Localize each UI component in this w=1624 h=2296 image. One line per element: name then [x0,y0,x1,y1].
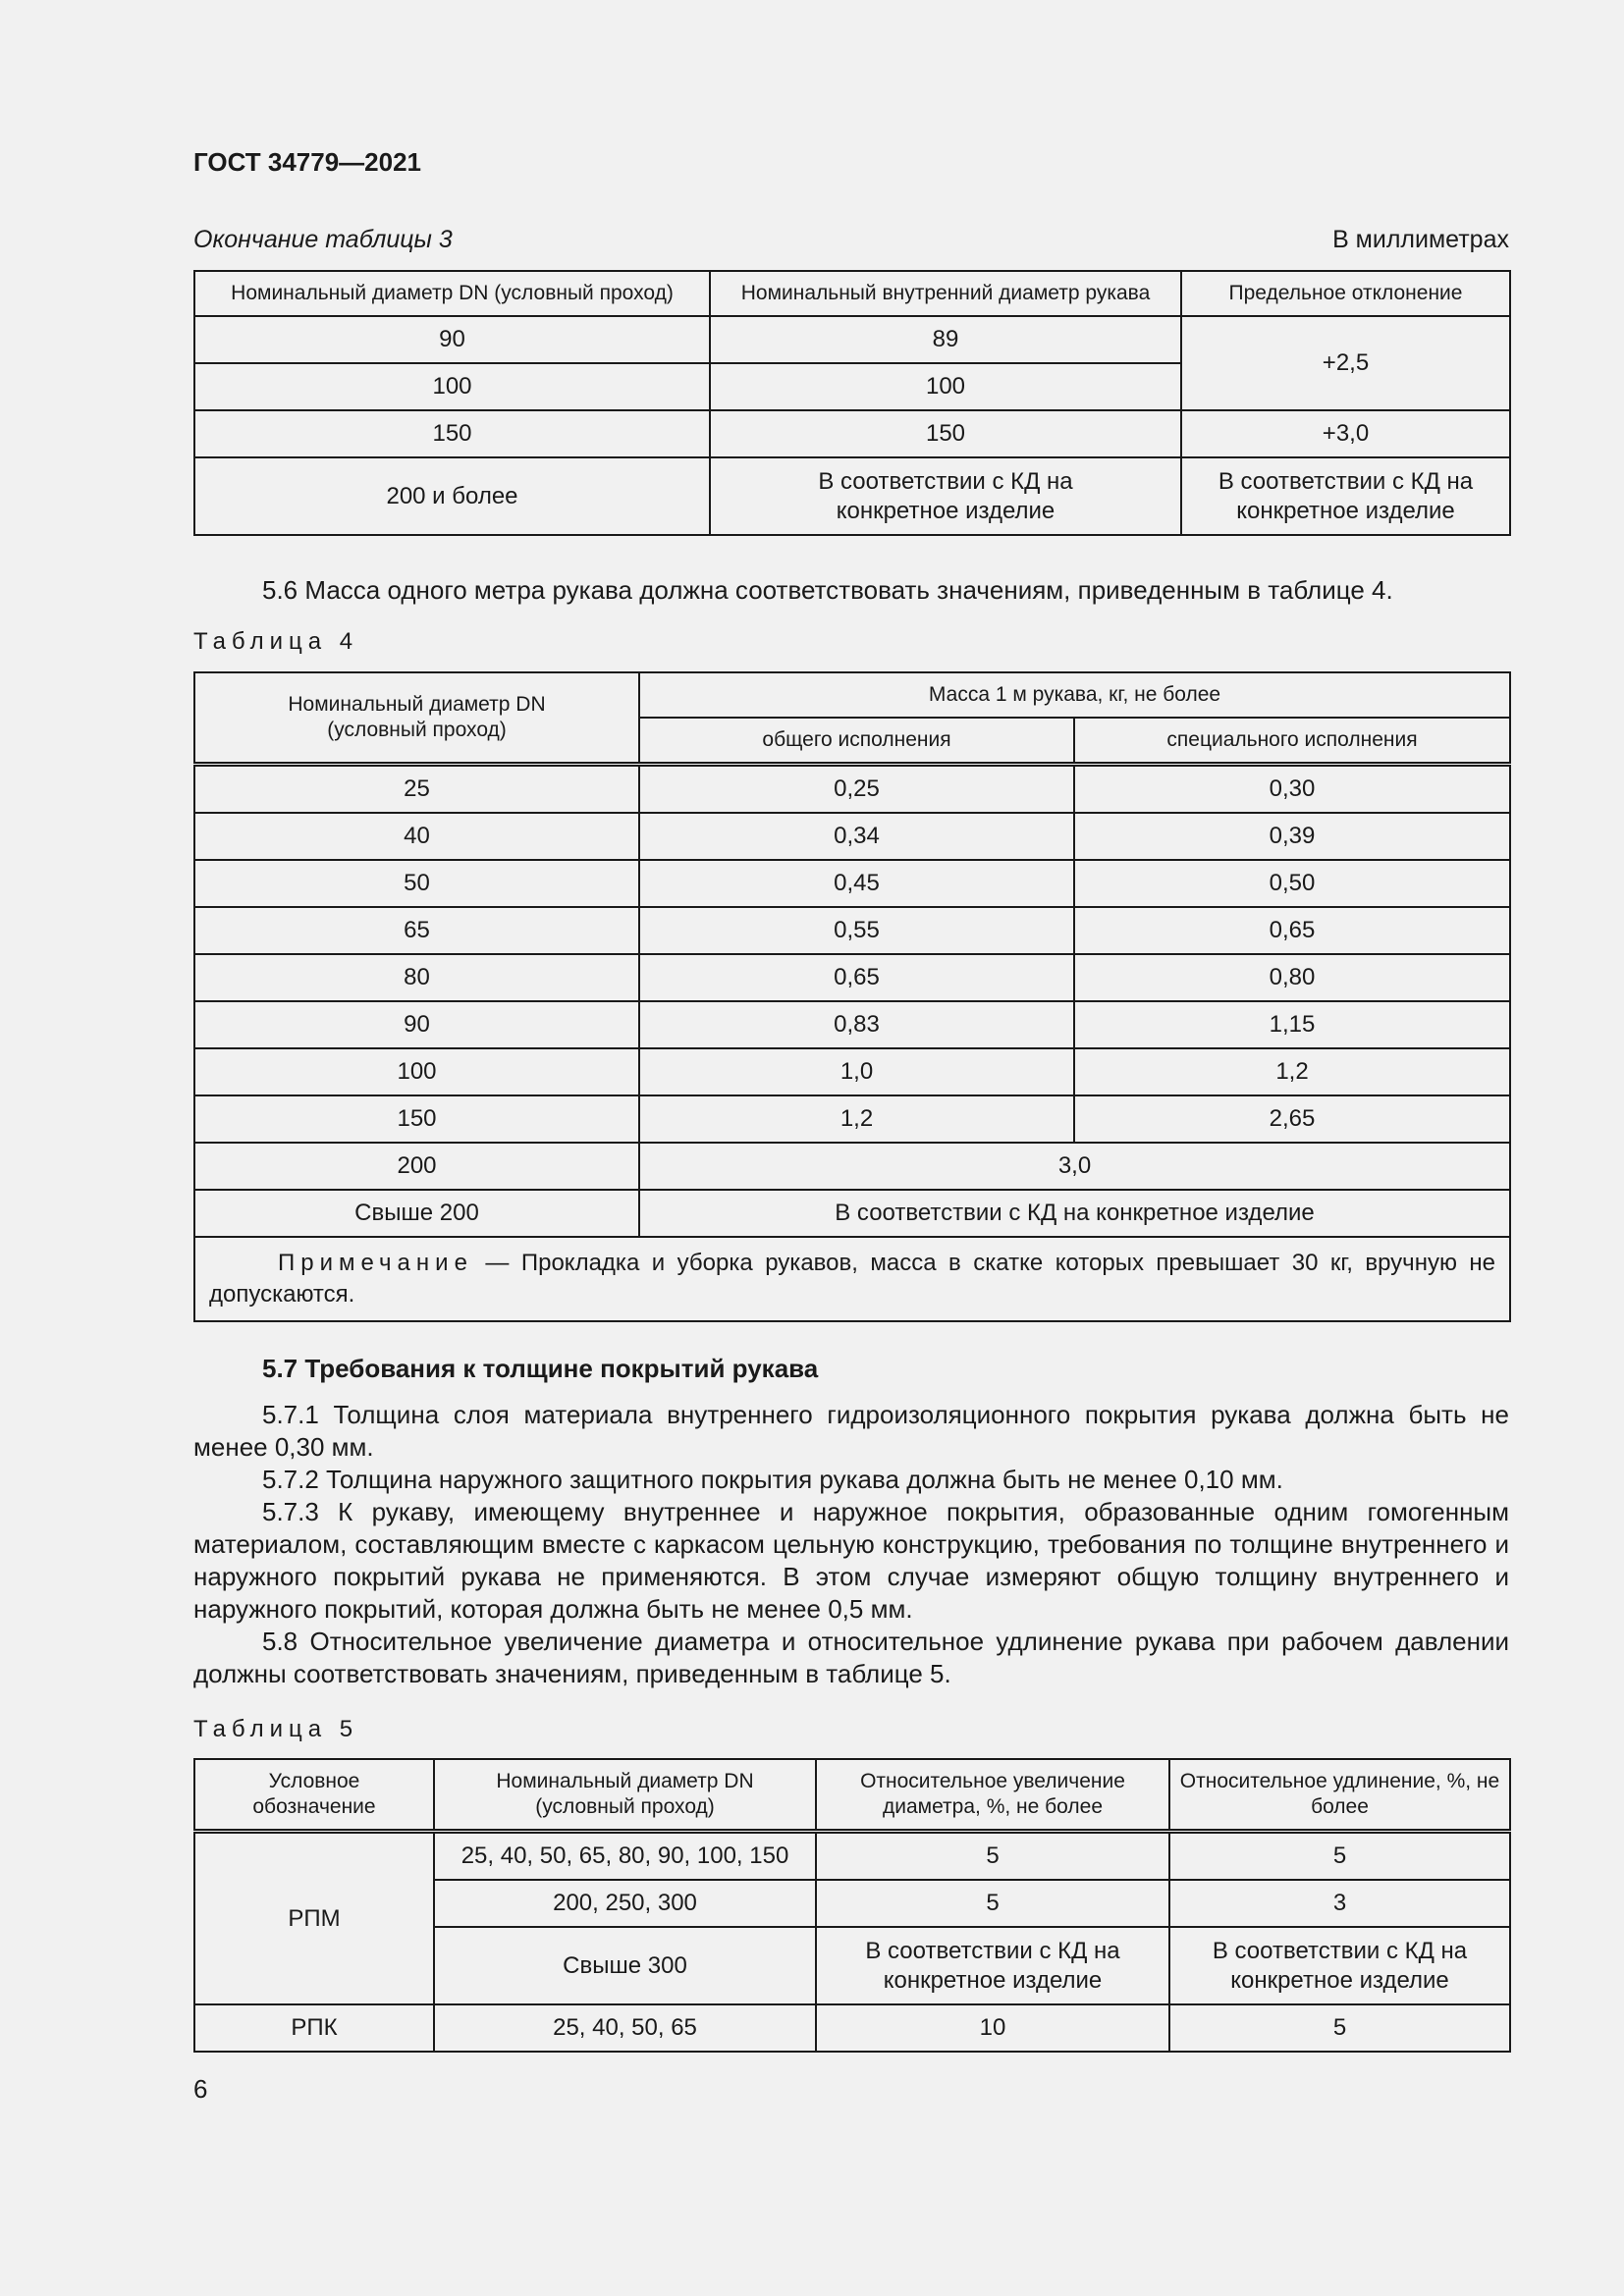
table-header-cell: Номинальный диаметр DN (условный проход) [194,672,639,765]
table-cell: 1,2 [639,1095,1074,1143]
table-cell: 5 [816,1880,1169,1927]
table-cell: 100 [194,1048,639,1095]
table-cell: 150 [194,410,710,457]
table-row [194,765,1510,814]
table-row [194,1832,1510,1881]
table-row [194,457,1510,535]
table-4 [193,671,1511,1322]
table-cell: 3,0 [639,1143,1510,1190]
table3-continuation: Окончание таблицы 3 [193,226,453,253]
table-header-cell: Предельное отклонение [1181,271,1510,316]
standard-designation: ГОСТ 34779—2021 [193,147,421,177]
table-cell: 2,65 [1074,1095,1510,1143]
table4-caption: Таблица 4 [193,628,359,655]
table-cell: 100 [710,363,1181,410]
table-header-row [194,1759,1510,1832]
table-cell: 0,34 [639,813,1074,860]
table-header-cell: Масса 1 м рукава, кг, не более [639,672,1510,718]
table-cell: 100 [194,363,710,410]
table-cell: 25 [194,765,639,814]
note-text: — Прокладка и уборка рукавов, масса в скатке которых превышает 30 кг, вручную не допускаются. [209,1249,1496,1308]
table-cell: 200 [194,1143,639,1190]
table-header-cell: Относительное увеличение диаметра, %, не более [816,1759,1169,1832]
table-cell: 5 [816,1832,1169,1881]
table-header-cell: общего исполнения [639,718,1074,765]
table-cell: 0,25 [639,765,1074,814]
table-cell: 25, 40, 50, 65 [434,2004,816,2052]
table-cell: 89 [710,316,1181,363]
table-cell: 0,30 [1074,765,1510,814]
table-cell: 3 [1169,1880,1510,1927]
table-cell: 80 [194,954,639,1001]
table-cell: 0,80 [1074,954,1510,1001]
table-cell: В соответствии с КД на конкретное изделие [1169,1927,1510,2004]
table3-caption-line [193,226,1509,259]
table-cell: РПМ [194,1832,434,2005]
table-cell: 50 [194,860,639,907]
table-cell: 0,39 [1074,813,1510,860]
table-cell: +2,5 [1181,316,1510,410]
table-row [194,954,1510,1001]
table-row [194,2004,1510,2052]
table-cell: Свыше 300 [434,1927,816,2004]
table-note-row [194,1237,1510,1321]
table-note [194,1237,1510,1321]
table-cell: 25, 40, 50, 65, 80, 90, 100, 150 [434,1832,816,1881]
table-cell: 10 [816,2004,1169,2052]
table-cell: 0,65 [639,954,1074,1001]
table3-units: В миллиметрах [1332,226,1509,253]
table-header-row [194,271,1510,316]
table-cell: Свыше 200 [194,1190,639,1237]
table-cell: 90 [194,1001,639,1048]
table-header-cell: Номинальный диаметр DN (условный проход) [434,1759,816,1832]
table-cell: 1,15 [1074,1001,1510,1048]
table-cell: В соответствии с КД на конкретное изделие [639,1190,1510,1237]
table-row [194,860,1510,907]
table-row [194,1095,1510,1143]
table-row [194,1048,1510,1095]
table-cell: 0,45 [639,860,1074,907]
table-5 [193,1758,1511,2053]
note-label: Примечание [278,1249,473,1276]
paragraph-5-7-2: 5.7.2 Толщина наружного защитного покрытия рукава должна быть не менее 0,10 мм. [262,1465,1283,1494]
table-3 [193,270,1511,536]
table5-caption: Таблица 5 [193,1716,359,1742]
table-cell: 0,83 [639,1001,1074,1048]
section-5-7 [193,1353,1509,1690]
table-cell: 0,55 [639,907,1074,954]
table-row [194,907,1510,954]
table-row [194,1001,1510,1048]
table-header-cell: Номинальный диаметр DN (условный проход) [194,271,710,316]
table-cell: 150 [194,1095,639,1143]
table-cell: В соответствии с КД на конкретное изделие [710,457,1181,535]
table-header-row [194,672,1510,718]
table-cell: РПК [194,2004,434,2052]
paragraph-5-8: 5.8 Относительное увеличение диаметра и относительное удлинение рукава при рабочем давлении должны соответствовать значениям, приведенным в таблице 5. [193,1627,1509,1688]
section-title: 5.7 Требования к толщине покрытий рукава [262,1354,819,1383]
page-number: 6 [193,2074,208,2104]
table-cell: 0,50 [1074,860,1510,907]
table-cell: 0,65 [1074,907,1510,954]
table-cell: 65 [194,907,639,954]
table-cell: 5 [1169,1832,1510,1881]
table-cell: В соответствии с КД на конкретное изделие [816,1927,1169,2004]
table-row [194,1190,1510,1237]
table-header-cell: специального исполнения [1074,718,1510,765]
table-header-cell: Условное обозначение [194,1759,434,1832]
table-cell: +3,0 [1181,410,1510,457]
table-row [194,316,1510,363]
paragraph-5-7-3: 5.7.3 К рукаву, имеющему внутреннее и наружное покрытия, образованные одним гомогенным материалом, составляющим вместе с каркасом цельную конструкцию, требования по толщине внутреннего и наружного покрытий рукава не применяются. В этом случае измеряют общую толщину внутреннего и наружного покрытий, которая должна быть не менее 0,5 мм. [193,1497,1509,1624]
table-header-cell: Относительное удлинение, %, не более [1169,1759,1510,1832]
table-row [194,813,1510,860]
table-cell: 1,0 [639,1048,1074,1095]
paragraph-5-6: 5.6 Масса одного метра рукава должна соответствовать значениям, приведенным в таблице 4. [262,575,1393,605]
table-cell: 5 [1169,2004,1510,2052]
table-header-cell: Номинальный внутренний диаметр рукава [710,271,1181,316]
table-cell: 150 [710,410,1181,457]
paragraph-5-7-1: 5.7.1 Толщина слоя материала внутреннего гидроизоляционного покрытия рукава должна быть не менее 0,30 мм. [193,1400,1509,1462]
table-row [194,1143,1510,1190]
table-cell: 40 [194,813,639,860]
table-cell: 1,2 [1074,1048,1510,1095]
table-cell: В соответствии с КД на конкретное изделие [1181,457,1510,535]
table-cell: 200 и более [194,457,710,535]
table-cell: 90 [194,316,710,363]
table-row [194,410,1510,457]
table-cell: 200, 250, 300 [434,1880,816,1927]
